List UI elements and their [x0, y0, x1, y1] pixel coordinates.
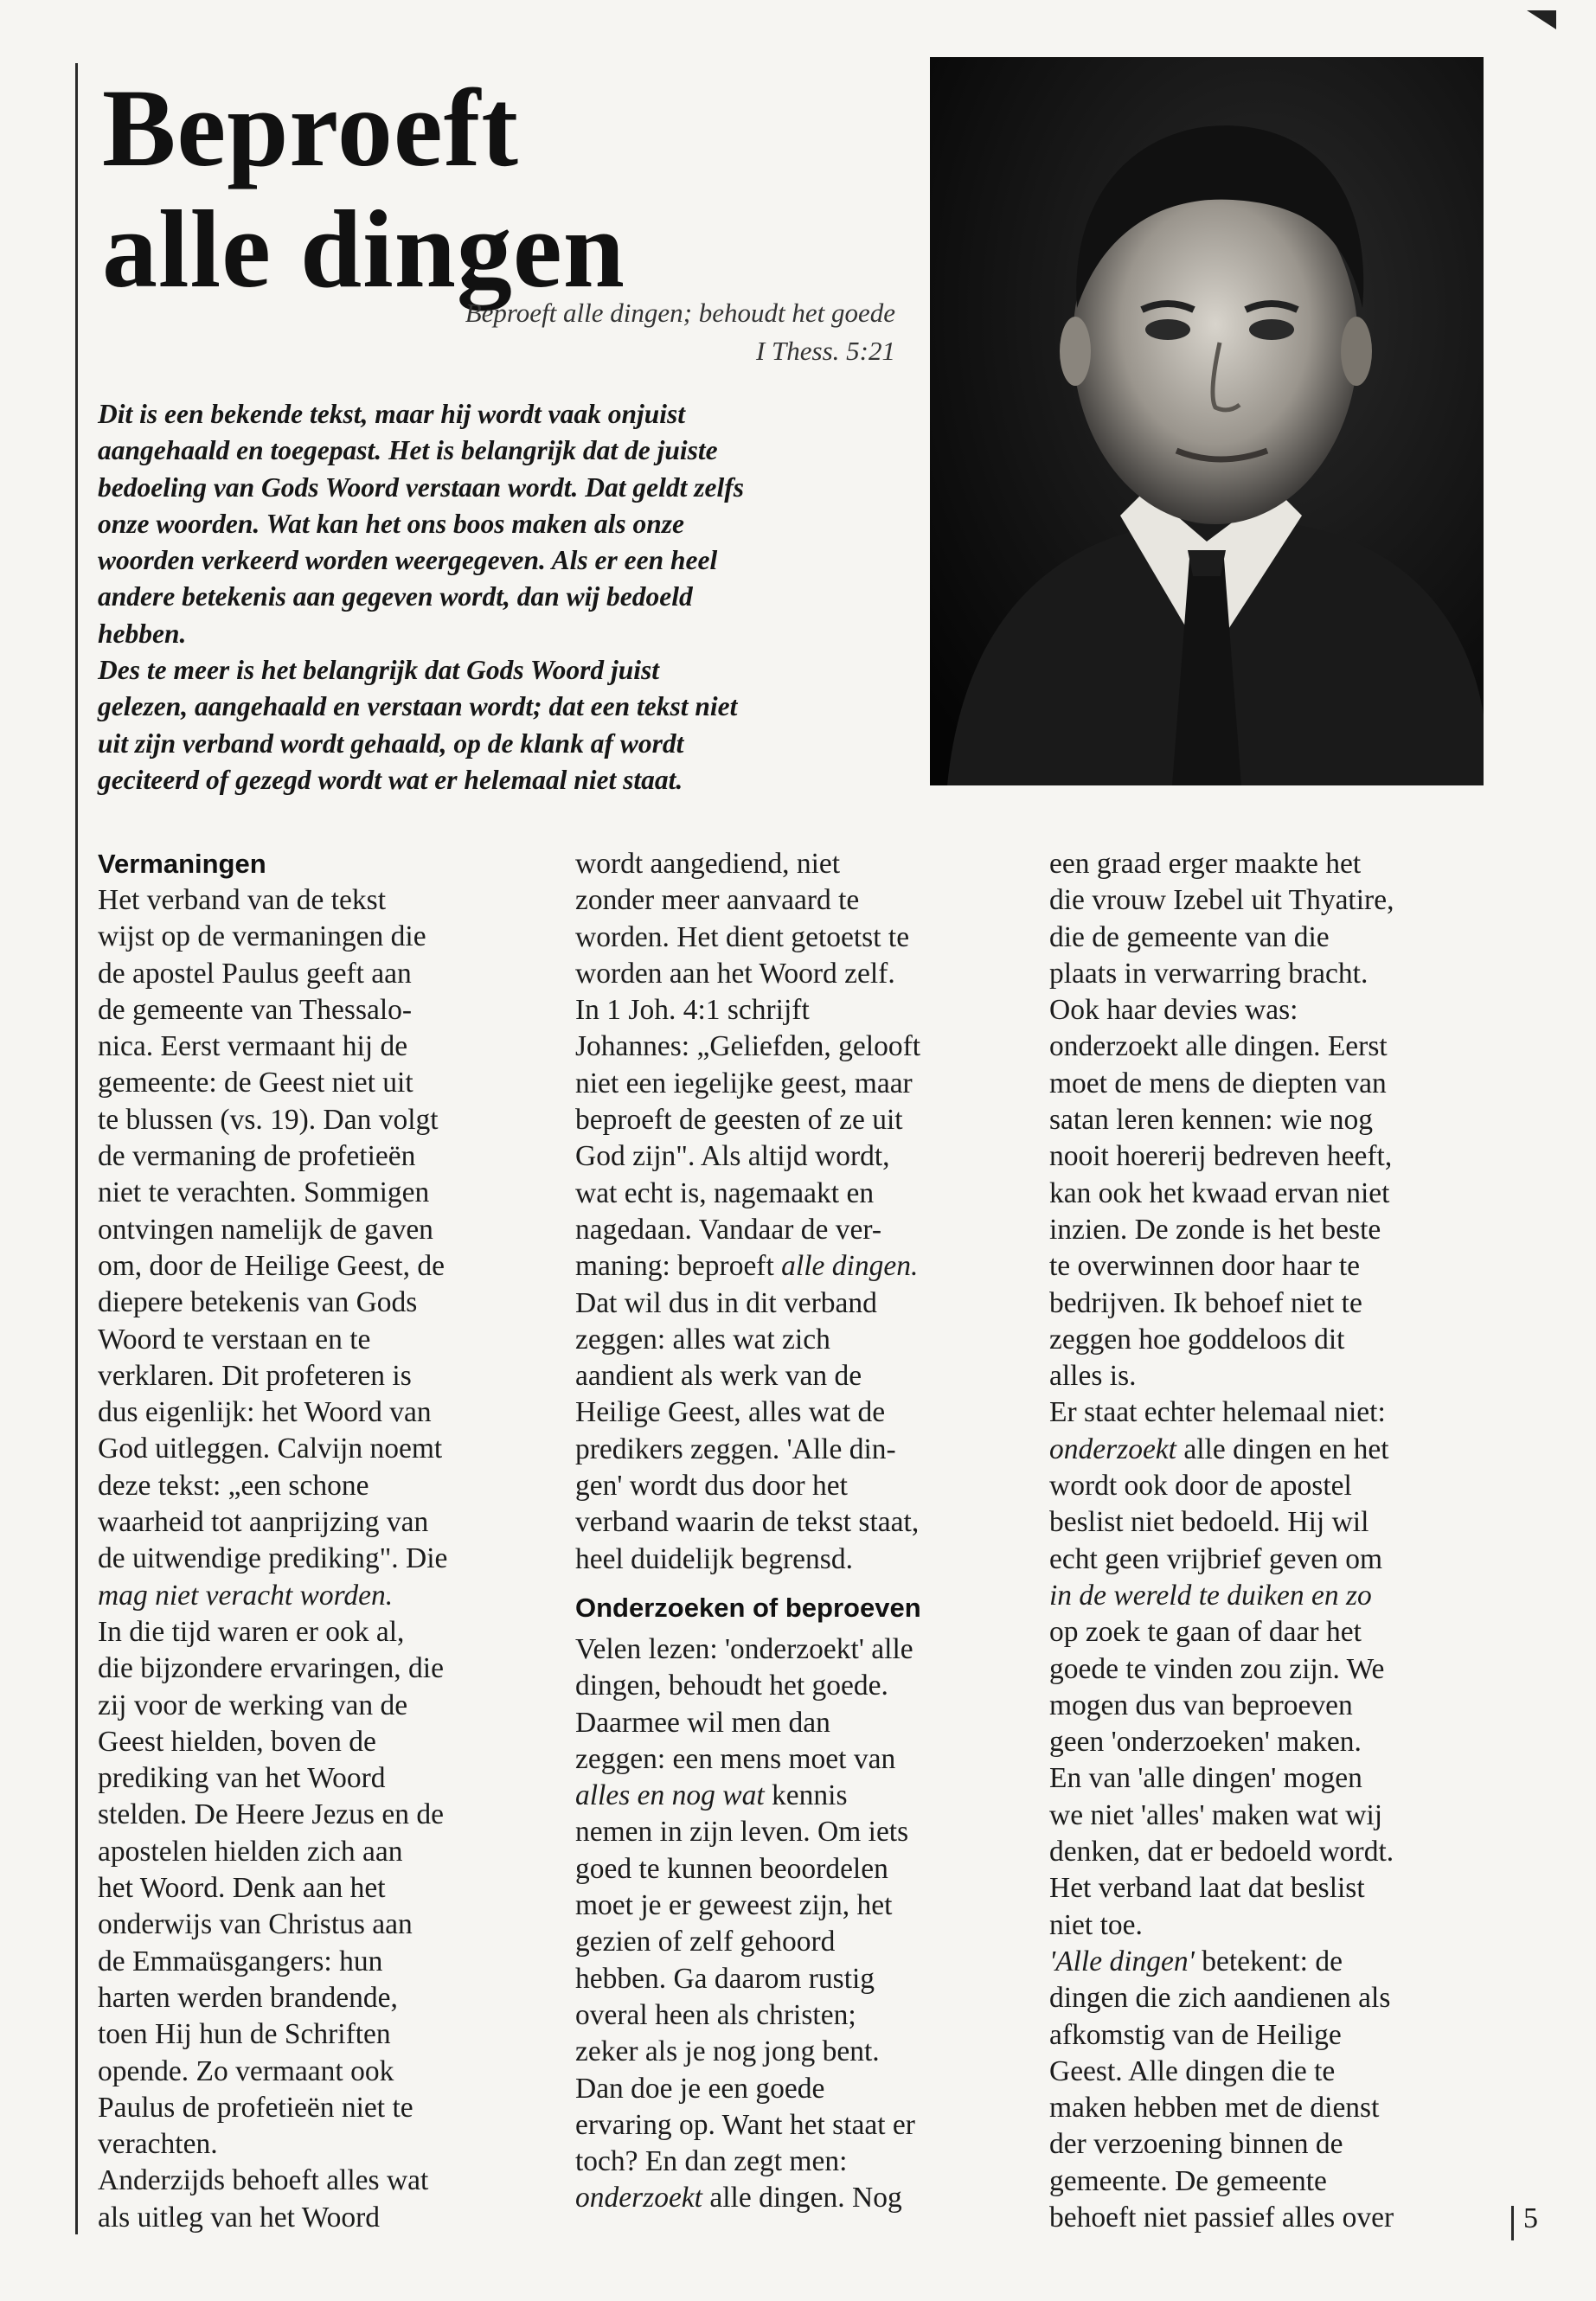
- text-line: waarheid tot aanprijzing van: [98, 1506, 429, 1539]
- text-line: zeggen: alles wat zich: [575, 1323, 830, 1356]
- text-line: In die tijd waren er ook al,: [98, 1615, 405, 1648]
- text-line: op zoek te gaan of daar het: [1049, 1616, 1362, 1649]
- text-line: Woord te verstaan en te: [98, 1323, 371, 1356]
- text-line: andere betekenis aan gegeven wordt, dan wij bedoeld: [98, 581, 693, 612]
- text-line: verband waarin de tekst staat,: [575, 1506, 920, 1539]
- text-line: uit zijn verband wordt gehaald, op de klank af wordt: [98, 727, 684, 759]
- text-line: nemen in zijn leven. Om iets: [575, 1816, 909, 1849]
- text-line: beproeft de geesten of ze uit: [575, 1104, 903, 1137]
- text-line: wat echt is, nagemaakt en: [575, 1176, 875, 1209]
- column-2: [575, 846, 1016, 2217]
- motto-reference: I Thess. 5:21: [755, 336, 895, 366]
- section-heading-onderzoeken: Onderzoeken of beproeven: [575, 1592, 921, 1623]
- text-line: aangehaald en toegepast. Het is belangrijk dat de juiste: [98, 435, 718, 466]
- portrait-icon: [930, 57, 1484, 785]
- text-line: maken hebben met de dienst: [1049, 2092, 1380, 2125]
- text-line: zeker als je nog jong bent.: [575, 2035, 880, 2068]
- text-line: zij voor de werking van de: [98, 1689, 408, 1721]
- text-line: worden. Het dient getoetst te: [575, 920, 910, 953]
- text-line: geen 'onderzoeken' maken.: [1049, 1726, 1362, 1759]
- text-line: dingen die zich aandienen als: [1049, 1982, 1391, 2015]
- text-line: diepere betekenis van Gods: [98, 1286, 418, 1319]
- column-1-text: [98, 882, 530, 2236]
- page-number-rule: [1511, 2206, 1514, 2240]
- text-line: Paulus de profetieën niet te: [98, 2091, 413, 2124]
- text-line: onderzoekt alle dingen en het: [1049, 1433, 1389, 1465]
- text-line: onderzoekt alle dingen. Nog: [575, 2182, 902, 2214]
- text-line: zeggen hoe goddeloos dit: [1049, 1323, 1345, 1356]
- text-line: Het verband van de tekst: [98, 884, 387, 916]
- text-line: goede te vinden zou zijn. We: [1049, 1652, 1385, 1685]
- text-line: toen Hij hun de Schriften: [98, 2018, 391, 2051]
- text-line: dingen, behoudt het goede.: [575, 1670, 888, 1702]
- text-line: In 1 Joh. 4:1 schrijft: [575, 994, 810, 1027]
- text-line: heel duidelijk begrensd.: [575, 1542, 853, 1575]
- text-line: overal heen als christen;: [575, 1998, 856, 2031]
- text-line: Anderzijds behoeft alles wat: [98, 2164, 429, 2197]
- text-line: Geest. Alle dingen die te: [1049, 2054, 1336, 2087]
- text-line: deze tekst: „een schone: [98, 1469, 369, 1502]
- column-2-text-d: [575, 1814, 1016, 2180]
- column-2-text-a: [575, 846, 1016, 1248]
- text-line: Dan doe je een goede: [575, 2072, 825, 2105]
- text-line: Des te meer is het belangrijk dat Gods Woord juist: [98, 655, 659, 686]
- title-line-2: alle dingen: [102, 188, 625, 311]
- text-line: gemeente: de Geest niet uit: [98, 1067, 413, 1099]
- text-line: onderzoekt alle dingen. Eerst: [1049, 1030, 1388, 1063]
- text-line: goed te kunnen beoordelen: [575, 1852, 888, 1885]
- text-line: de uitwendige prediking". Die: [98, 1542, 448, 1575]
- text-line: God zijn". Als altijd wordt,: [575, 1140, 890, 1173]
- text-line: de gemeente van Thessalo-: [98, 993, 413, 1026]
- column-3-text-b: [1049, 1468, 1499, 1944]
- text-line: mogen dus van beproeven: [1049, 1689, 1353, 1721]
- text-line: wijst op de vermaningen die: [98, 920, 426, 953]
- text-line: Daarmee wil men dan: [575, 1706, 830, 1739]
- text-line: satan leren kennen: wie nog: [1049, 1104, 1373, 1137]
- text-line: hebben.: [98, 618, 187, 649]
- text-line: Heilige Geest, alles wat de: [575, 1396, 886, 1429]
- text-line: woorden verkeerd worden weergegeven. Als er een heel: [98, 545, 718, 576]
- text-line: gen' wordt dus door het: [575, 1470, 848, 1503]
- title-line-1: Beproeft: [102, 67, 519, 189]
- column-3-text-a: [1049, 846, 1499, 1432]
- text-line: apostelen hielden zich aan: [98, 1835, 403, 1868]
- text-line: Dit is een bekende tekst, maar hij wordt vaak onjuist: [98, 399, 686, 429]
- text-line: nagedaan. Vandaar de ver-: [575, 1213, 881, 1246]
- text-line: de apostel Paulus geeft aan: [98, 957, 412, 990]
- text-line: toch? En dan zegt men:: [575, 2145, 848, 2178]
- text-line: we niet 'alles' maken wat wij: [1049, 1798, 1383, 1831]
- article-title: [102, 67, 907, 310]
- text-line: in de wereld te duiken en zo: [1049, 1579, 1372, 1612]
- text-line: alles is.: [1049, 1360, 1137, 1393]
- text-line: nooit hoererij bedreven heeft,: [1049, 1140, 1393, 1173]
- bible-motto: [260, 294, 895, 370]
- text-line: worden aan het Woord zelf.: [575, 957, 895, 990]
- portrait-photo: [930, 57, 1484, 785]
- text-line: behoeft niet passief alles over: [1049, 2201, 1394, 2234]
- text-line: bedoeling van Gods Woord verstaan wordt. Dat geldt zelfs: [98, 471, 744, 503]
- text-line: afkomstig van de Heilige: [1049, 2018, 1342, 2051]
- text-line: onderwijs van Christus aan: [98, 1908, 413, 1941]
- text-line: opende. Zo vermaant ook: [98, 2054, 394, 2087]
- text-line: 'Alle dingen' betekent: de: [1049, 1945, 1343, 1977]
- column-3: [1049, 846, 1499, 2236]
- text-line: Het verband laat dat beslist: [1049, 1872, 1365, 1905]
- text-line: die bijzondere ervaringen, die: [98, 1652, 444, 1685]
- text-line: alles en nog wat kennis: [575, 1779, 848, 1812]
- column-2-text-c: [575, 1631, 1016, 1778]
- text-line: gelezen, aangehaald en verstaan wordt; dat een tekst niet: [98, 691, 738, 722]
- text-line: Velen lezen: 'onderzoekt' alle: [575, 1632, 913, 1665]
- text-line: geciteerd of gezegd wordt wat er helemaal niet staat.: [98, 764, 683, 795]
- text-line: niet een iegelijke geest, maar: [575, 1067, 913, 1099]
- text-line: Dat wil dus in dit verband: [575, 1286, 877, 1319]
- text-line: beslist niet bedoeld. Hij wil: [1049, 1506, 1369, 1539]
- text-line: der verzoening binnen de: [1049, 2128, 1343, 2161]
- text-line: inzien. De zonde is het beste: [1049, 1213, 1381, 1246]
- text-line: niet te verachten. Sommigen: [98, 1176, 430, 1209]
- text-line: gezien of zelf gehoord: [575, 1926, 836, 1958]
- text-line: moet je er geweest zijn, het: [575, 1889, 893, 1922]
- text-line: kan ook het kwaad ervan niet: [1049, 1176, 1390, 1209]
- column-3-text-c: [1049, 1980, 1499, 2236]
- left-margin-rule: [75, 63, 78, 2234]
- text-line: te blussen (vs. 19). Dan volgt: [98, 1103, 439, 1136]
- text-line: En van 'alle dingen' mogen: [1049, 1762, 1362, 1795]
- column-2-text-b: [575, 1285, 1016, 1578]
- text-line: te overwinnen door haar te: [1049, 1250, 1361, 1283]
- text-line: echt geen vrijbrief geven om: [1049, 1542, 1383, 1575]
- text-line: aandient als werk van de: [575, 1360, 862, 1393]
- text-line: ontvingen namelijk de gaven: [98, 1213, 433, 1246]
- column-1: [98, 846, 530, 2236]
- text-line: niet toe.: [1049, 1908, 1143, 1941]
- text-line: verachten.: [98, 2128, 218, 2161]
- text-line: dus eigenlijk: het Woord van: [98, 1396, 432, 1429]
- text-line: nica. Eerst vermaant hij de: [98, 1030, 408, 1063]
- text-line: wordt ook door de apostel: [1049, 1470, 1352, 1503]
- text-line: hebben. Ga daarom rustig: [575, 1962, 875, 1995]
- text-line: zonder meer aanvaard te: [575, 884, 860, 917]
- text-line: plaats in verwarring bracht.: [1049, 957, 1368, 990]
- text-line: verklaren. Dit profeteren is: [98, 1359, 412, 1392]
- text-line: maning: beproeft alle dingen.: [575, 1250, 919, 1283]
- text-line: die vrouw Izebel uit Thyatire,: [1049, 884, 1394, 917]
- text-line: Er staat echter helemaal niet:: [1049, 1396, 1386, 1429]
- text-line: ervaring op. Want het staat er: [575, 2108, 915, 2141]
- text-line: om, door de Heilige Geest, de: [98, 1249, 445, 1282]
- text-line: bedrijven. Ik behoef niet te: [1049, 1286, 1362, 1319]
- text-line: een graad erger maakte het: [1049, 848, 1362, 880]
- text-line: zeggen: een mens moet van: [575, 1742, 896, 1775]
- text-line: denken, dat er bedoeld wordt.: [1049, 1836, 1394, 1868]
- text-line: onze woorden. Wat kan het ons boos maken als onze: [98, 508, 684, 539]
- text-line: gemeente. De gemeente: [1049, 2164, 1327, 2197]
- text-line: als uitleg van het Woord: [98, 2201, 381, 2234]
- text-line: harten werden brandende,: [98, 1981, 398, 2014]
- text-line: moet de mens de diepten van: [1049, 1067, 1387, 1099]
- text-line: prediking van het Woord: [98, 1762, 386, 1795]
- page-number: 5: [1523, 2202, 1538, 2234]
- text-line: wordt aangediend, niet: [575, 848, 841, 880]
- intro-paragraph: [98, 396, 902, 798]
- text-line: Geest hielden, boven de: [98, 1725, 376, 1758]
- text-line: Ook haar devies was:: [1049, 994, 1298, 1027]
- text-line: God uitleggen. Calvijn noemt: [98, 1433, 443, 1465]
- text-line: de vermaning de profetieën: [98, 1140, 416, 1173]
- text-line: de Emmaüsgangers: hun: [98, 1945, 383, 1977]
- motto-quote: Beproeft alle dingen; behoudt het goede: [465, 298, 895, 328]
- text-line: predikers zeggen. 'Alle din-: [575, 1433, 896, 1465]
- text-line: stelden. De Heere Jezus en de: [98, 1798, 444, 1831]
- corner-mark-icon: [1525, 7, 1560, 31]
- text-line: Johannes: „Geliefden, gelooft: [575, 1030, 921, 1063]
- text-line: het Woord. Denk aan het: [98, 1872, 386, 1905]
- text-line: die de gemeente van die: [1049, 920, 1330, 953]
- section-heading-vermaningen: Vermaningen: [98, 849, 266, 879]
- text-line: mag niet veracht worden.: [98, 1579, 394, 1612]
